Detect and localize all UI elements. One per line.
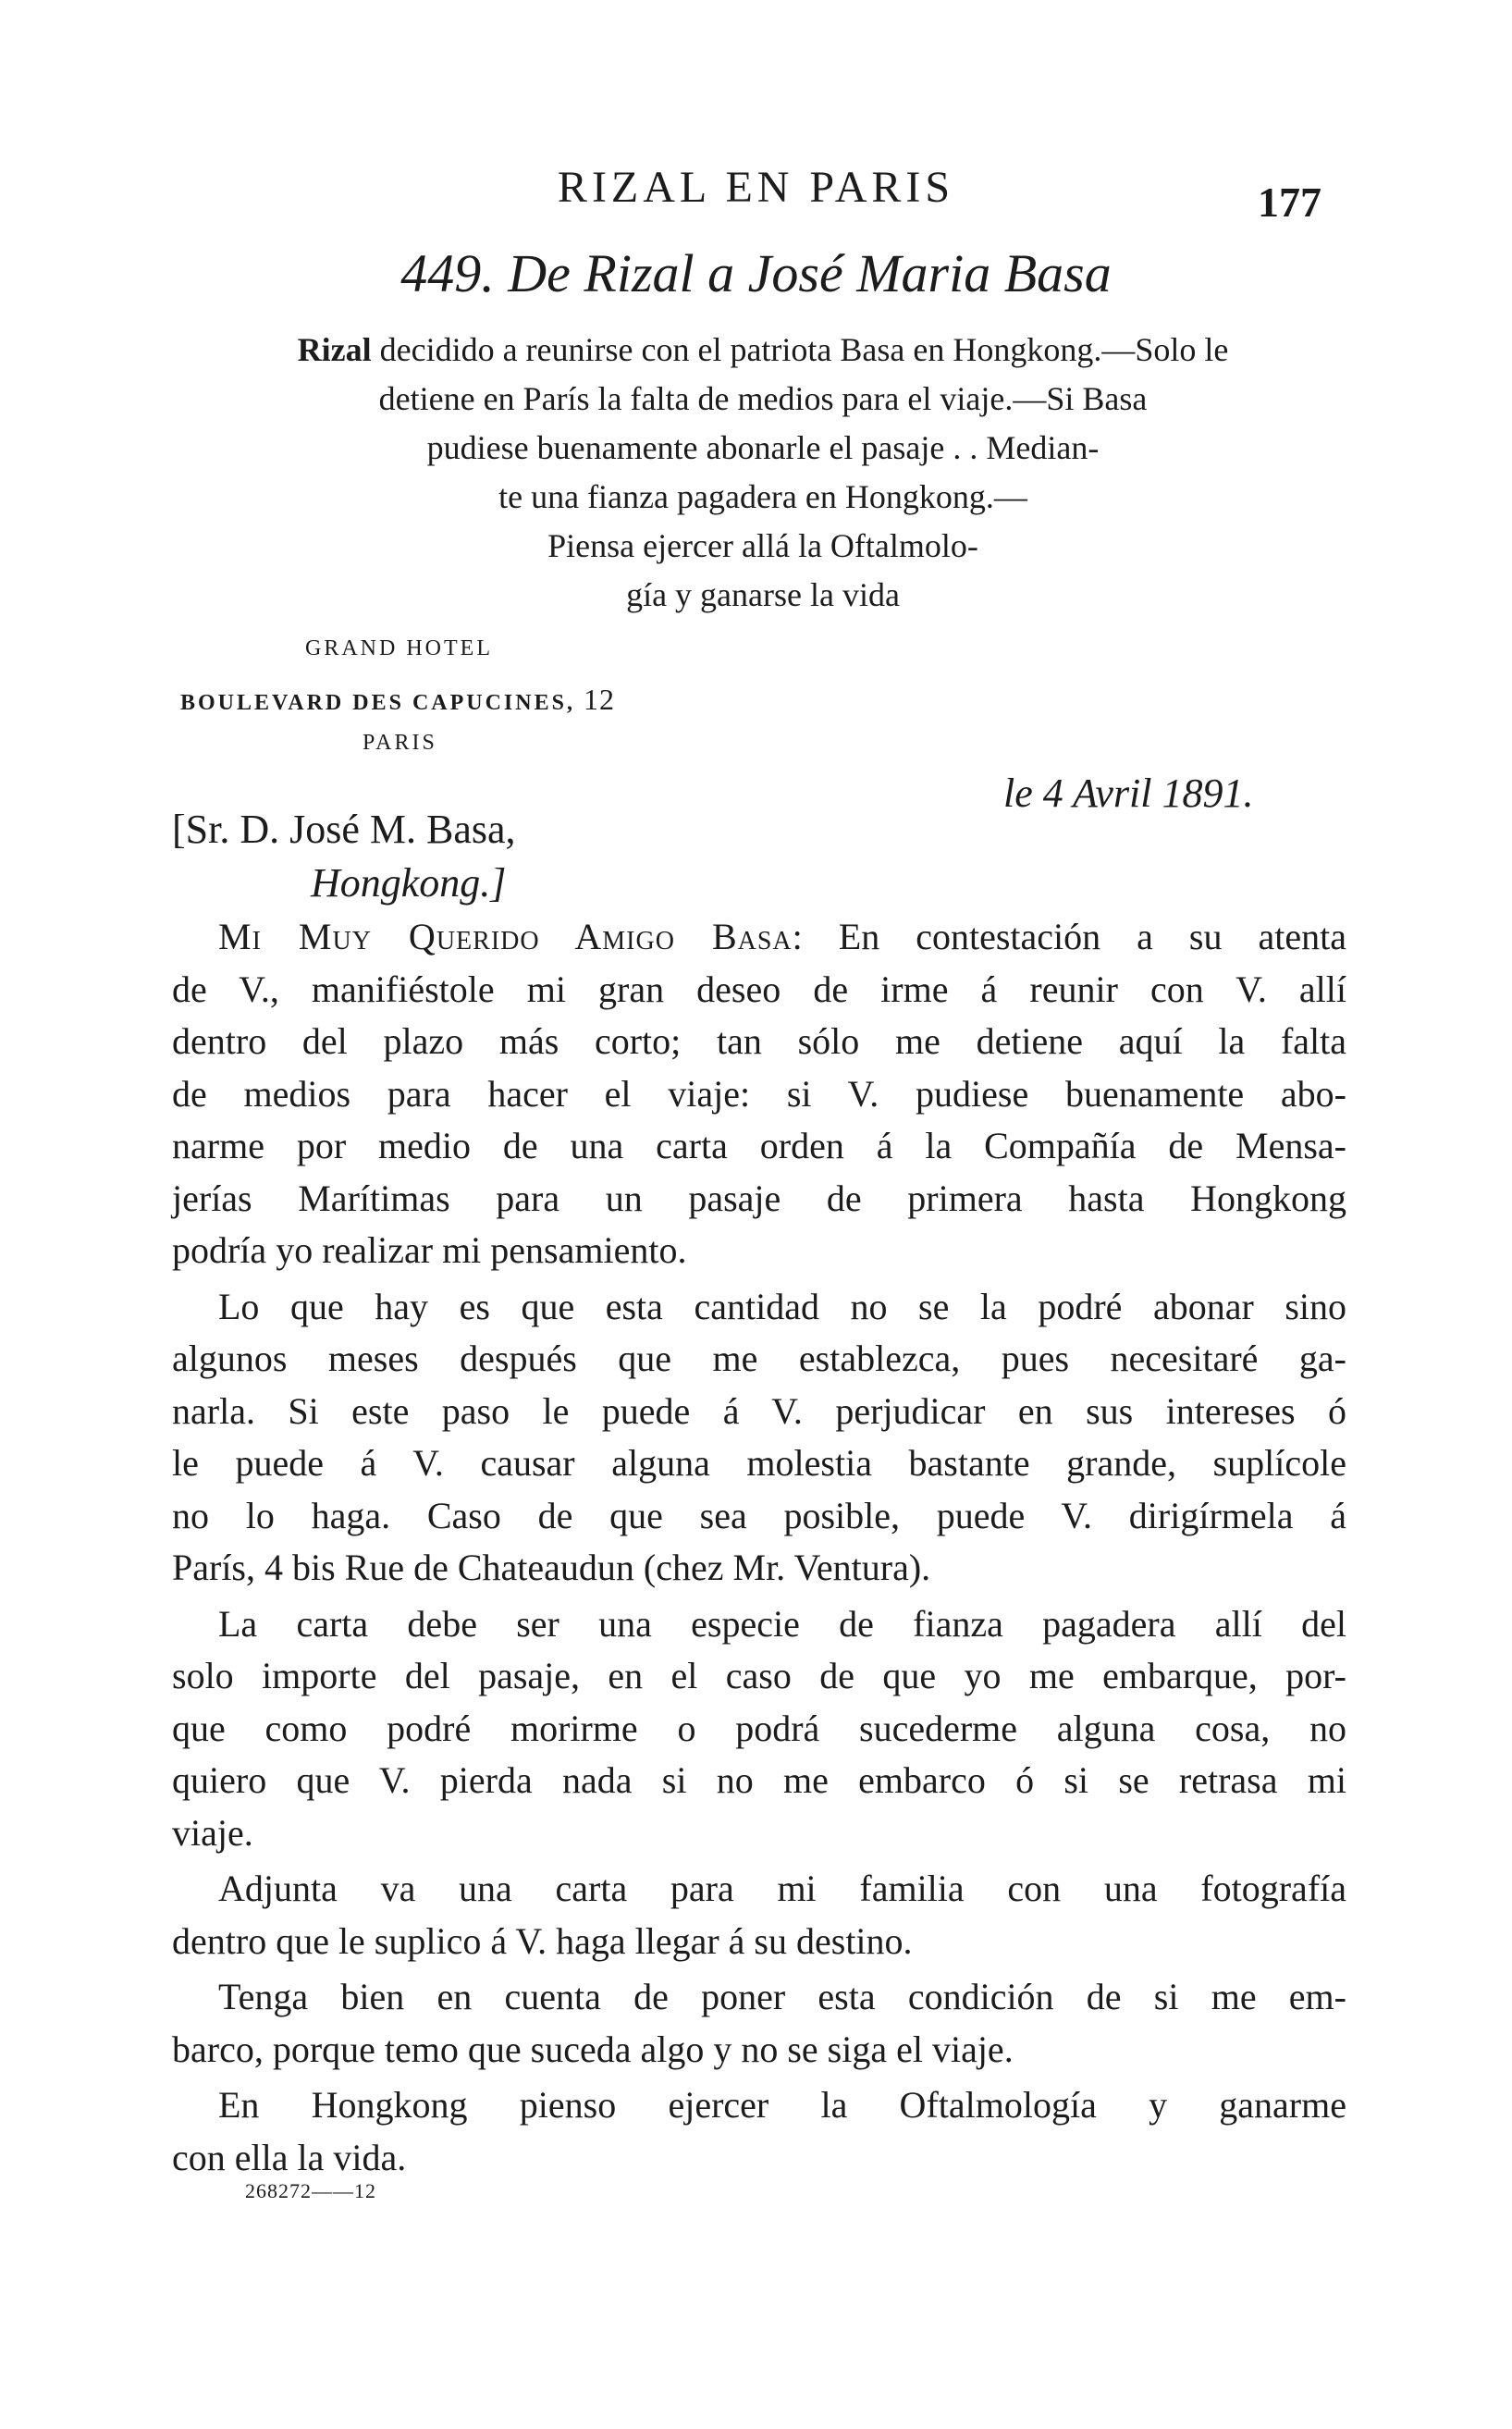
text-line: narla. Si este paso le puede á V. perjudicar en sus intereses ó	[172, 1389, 1346, 1432]
text-line: París, 4 bis Rue de Chateaudun (chez Mr. Ventura).	[172, 1547, 931, 1588]
letterhead-hotel: GRAND HOTEL	[305, 636, 493, 660]
summary-line: gía y ganarse la vida	[626, 576, 900, 613]
text-line: solo importe del pasaje, en el caso de que yo me embarque, por-	[172, 1655, 1346, 1696]
text-line: Lo que hay es que esta cantidad no se la podré abonar sino	[218, 1285, 1346, 1327]
paragraph	[172, 1971, 1346, 2076]
recipient-name: [Sr. D. José M. Basa,	[172, 807, 516, 852]
summary-line: Piensa ejercer allá la Oftalmolo-	[547, 527, 978, 564]
page-number: 177	[1258, 179, 1321, 226]
letter-body	[172, 911, 1346, 2188]
letterhead-number: 12	[583, 683, 615, 716]
text-line: Tenga bien en cuenta de poner esta condición de si me em-	[218, 1976, 1346, 2017]
text-line: podría yo realizar mi pensamiento.	[172, 1229, 687, 1271]
salutation: Mi Muy Querido Amigo Basa	[218, 916, 793, 957]
text-line: le puede á V. causar alguna molestia bastante grande, suplícole	[172, 1442, 1346, 1484]
summary-lead: Rizal	[297, 331, 372, 368]
text-line: de medios para hacer el viaje: si V. pudiese buenamente abo-	[172, 1072, 1346, 1115]
text-line: En Hongkong pienso ejercer la Oftalmología y ganarme	[218, 2084, 1346, 2126]
letter-summary	[166, 326, 1359, 620]
text-line: de V., manifiéstole mi gran deseo de irme á reunir con V. allí	[172, 968, 1346, 1010]
text-line: con ella la vida.	[172, 2136, 407, 2178]
paragraph	[172, 1598, 1346, 1860]
text-line: barco, porque temo que suceda algo y no se siga el viaje.	[172, 2028, 1014, 2070]
text-line: Mi Muy Querido Amigo Basa: En contestación a su atenta	[218, 916, 1347, 957]
text-line: jerías Marítimas para un pasaje de primera hasta Hongkong	[172, 1177, 1346, 1219]
summary-line: detiene en París la falta de medios para el viaje.—Si Basa	[378, 380, 1148, 417]
text-line: quiero que V. pierda nada si no me embarco ó si se retrasa mi	[172, 1759, 1346, 1801]
printer-signature-mark: 268272——12	[245, 2179, 376, 2202]
paragraph	[172, 1281, 1346, 1595]
letter-title: 449. De Rizal a José Maria Basa	[400, 243, 1112, 303]
text-line: viaje.	[172, 1811, 253, 1854]
letterhead-city: PARIS	[363, 731, 437, 755]
text-line: no lo haga. Caso de que sea posible, puede V. dirigírmela á	[172, 1494, 1346, 1536]
letterhead-boulevard: BOULEVARD DES CAPUCINES, 12	[180, 683, 615, 716]
text-line: dentro que le suplico á V. haga llegar á su destino.	[172, 1919, 913, 1962]
text-line: dentro del plazo más corto; tan sólo me detiene aquí la falta	[172, 1020, 1346, 1062]
text-line: La carta debe ser una especie de fianza pagadera allí del	[218, 1602, 1346, 1645]
paragraph	[172, 1863, 1346, 1967]
text-line: Adjunta va una carta para mi familia con una fotografía	[218, 1868, 1346, 1909]
letter-date: le 4 Avril 1891.	[1003, 771, 1254, 816]
text-line: que como podré morirme o podrá sucederme alguna cosa, no	[172, 1707, 1346, 1749]
summary-line: Rizal decidido a reunirse con el patriota Basa en Hongkong.—Solo le	[297, 331, 1229, 368]
text-line: narme por medio de una carta orden á la Compañía de Mensa-	[172, 1125, 1346, 1166]
text-line: algunos meses después que me establezca, pues necesitaré ga-	[172, 1338, 1346, 1379]
summary-line: pudiese buenamente abonarle el pasaje . . Median-	[426, 429, 1100, 466]
summary-line: te una fianza pagadera en Hongkong.—	[498, 478, 1027, 515]
recipient	[172, 803, 516, 910]
running-head: RIZAL EN PARIS	[557, 163, 955, 212]
paragraph	[172, 911, 1346, 1277]
recipient-place: Hongkong.]	[311, 860, 507, 906]
paragraph	[172, 2079, 1346, 2184]
